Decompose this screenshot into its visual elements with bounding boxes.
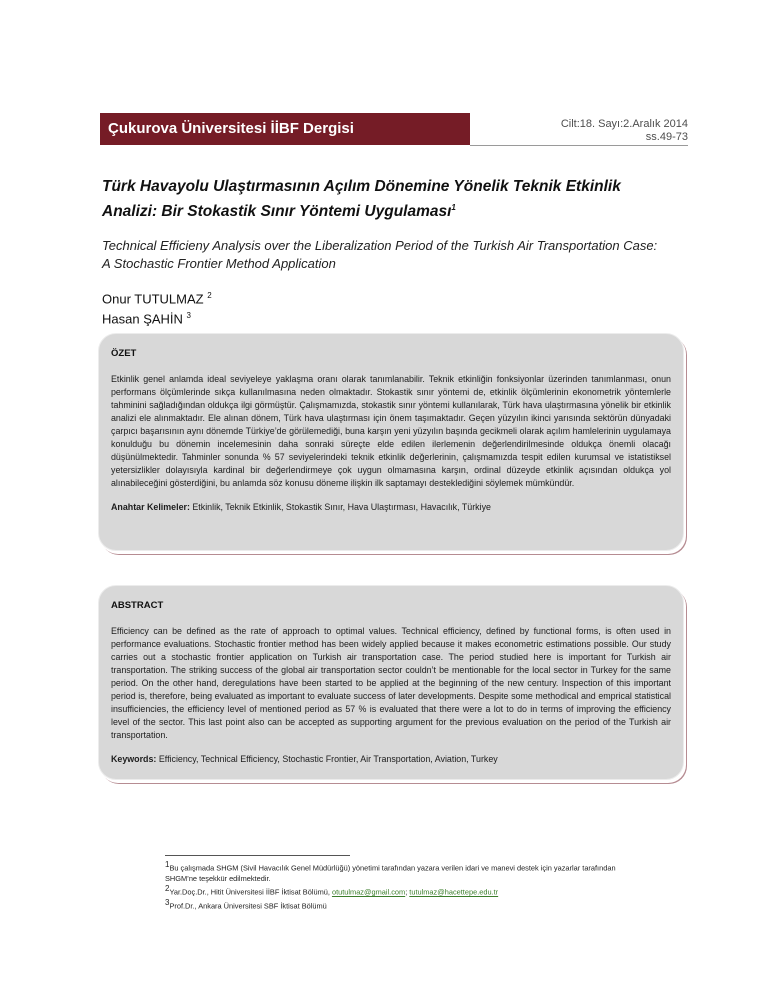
author: Hasan ŞAHİN $^3$ xyxy=(102,311,191,327)
authors xyxy=(102,287,212,328)
ozet-keywords: Anahtar Kelimeler: Etkinlik, Teknik Etkinlik, Stokastik Sınır, Hava Ulaştırması, Havacılık, Türkiye xyxy=(111,502,491,512)
journal-name-banner xyxy=(100,113,470,145)
footnotes xyxy=(165,860,635,912)
footnote-1: $^1$Bu çalışmada SHGM (Sivil Havacılık Genel Müdürlüğü) yönetimi tarafından yazara verilen idari ve manevi destek için yazarlar tarafından SHGM’ne teşekkür edilmektedir. xyxy=(165,860,616,883)
title-footnote-mark: 1 xyxy=(451,203,456,212)
ozet-box xyxy=(98,333,684,551)
header-divider xyxy=(470,145,688,146)
abstract-body: Efficiency can be defined as the rate of approach to optimal values. Technical efficiency, defined by functional forms, is often used in performance evaluations. Stochastic frontier method has been widely applied because it makes econometric estimations possible. Our study carries out a stochastic frontier application on Turkish air transportation case. The period studied here is important for Turkish air transportation. The striking success of the global air transportation sector couldn’t be mentionable for the local sector in Turkey for the same period. On the other hand, deregulations have been started to be applied at the beginning of the new century. Inspection of this important period is, therefore, being evaluated as important to evaluate success of later developments. Despite some methodical and emprical statistical insufficiencies, the efficiency level of mentioned period as 57 % is evaluated that there were a lot to do in terms of improving the efficiency level of the sector. This last point also can be accepted as supporting argument for the previous evaluation on the period of the Turkish air transportation. xyxy=(111,626,671,740)
issue-info xyxy=(561,118,688,144)
paper-title-en: Technical Efficieny Analysis over the Liberalization Period of the Turkish Air Transportation Case: A Stochastic Frontier Method Application xyxy=(102,238,658,271)
email-link-hacettepe[interactable]: tutulmaz@hacettepe.edu.tr xyxy=(409,887,499,897)
footnote-2: $^2$Yar.Doç.Dr., Hitit Üniversitesi İİBF İktisat Bölümü, otutulmaz@gmail.com; tutulmaz@hacettepe.edu.tr xyxy=(165,884,499,897)
volume-line: Cilt:18. Sayı:2.Aralık 2014 xyxy=(560,118,688,130)
journal-name: Çukurova Üniversitesi İİBF Dergisi xyxy=(108,120,354,137)
footnote-3: $^3$Prof.Dr., Ankara Üniversitesi SBF İktisat Bölümü xyxy=(165,898,327,911)
abstract-box xyxy=(98,585,684,780)
footnote-divider xyxy=(165,855,350,856)
ozet-heading: ÖZET xyxy=(111,348,137,359)
pages-line: ss.49-73 xyxy=(645,131,688,143)
abstract-keywords: Keywords: Efficiency, Technical Efficiency, Stochastic Frontier, Air Transportation, Aviation, Turkey xyxy=(111,754,498,764)
abstract-heading: ABSTRACT xyxy=(111,600,164,611)
email-link-gmail[interactable]: otutulmaz@gmail.com xyxy=(331,887,406,897)
paper-title-tr xyxy=(102,176,662,222)
title-text: Türk Havayolu Ulaştırmasının Açılım Dönemine Yönelik Teknik Etkinlik Analizi: Bir Stokastik Sınır Yöntemi Uygulaması xyxy=(102,178,621,221)
author: Onur TUTULMAZ $^2$ xyxy=(102,291,212,307)
ozet-body: Etkinlik genel anlamda ideal seviyeleye yaklaşma oranı olarak tanımlanabilir. Teknik etkinliğin fonksiyonlar üzerinden tanımlanması, onun performans ölçümlerinde sıkça kullanılmasına neden olmaktadır. Stokastik sınır yöntemi de, etkinlik ölçümlerinin ekonometrik yöntemlerle tahminini sağladığından oldukça ilgi görmüştür. Çalışmamızda, stokastik sınır yöntemi kullanılarak, Türk hava ulaştırmasına yönelik bir etkinlik analizi ele alınmaktadır. Ele alınan dönem, Türk hava ulaştırması için önem taşımaktadır. Geçen yüzyılın ikinci yarısında sektörün dünyadaki çarpıcı başarısının aynı dönemde Türkiye’de görülemediği, buna karşın yeni yüzyılın başında gecikmeli olarak açılım hamlelerinin uygulamaya konulduğu bu dönemin incelemesinin daha sonraki süreçte elde edilen ilerlemenin değerlendirilmesinde oldukça önemli olacağı düşünülmektedir. Tahminler sonunda % 57 seviyelerindeki teknik etkinlik değerlerinin, çalışmamızda tespit edilen kurumsal ve istatistiksel yetersizlikler dolayısıyla kardinal bir değerlendirmeye çok uygun olmamasına karşın, ordinal düzeyde etkinlik açısından oldukça yol alınabileceğini gösterdiğini, bu anlamda söz konusu döneme ilişkin ilk saptamayı desteklediğini söylemek mümkündür. xyxy=(111,374,671,488)
